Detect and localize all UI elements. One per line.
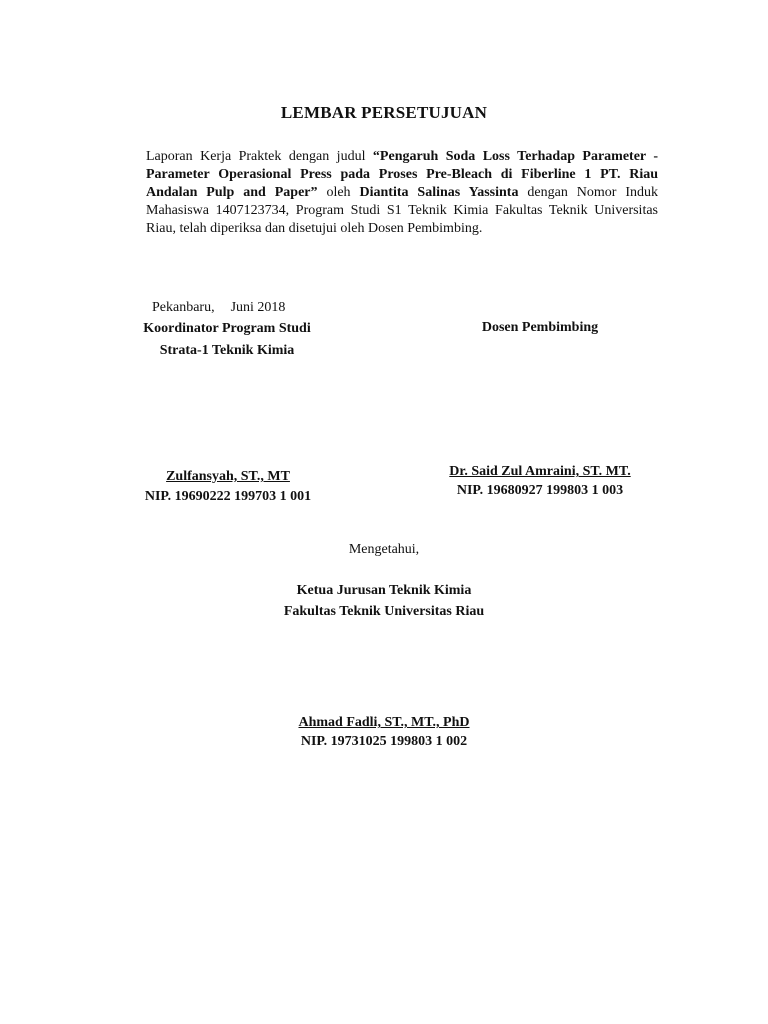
supervisor-nip: NIP. 19680927 199803 1 003	[456, 483, 624, 498]
coordinator-role-line1: Koordinator Program Studi	[143, 321, 311, 336]
head-name: Ahmad Fadli, ST., MT., PhD	[298, 715, 470, 730]
student-name: Diantita Salinas Yassinta	[359, 185, 519, 200]
head-of-department-role	[0, 580, 768, 622]
supervisor-signature	[420, 462, 660, 500]
supervisor-role: Dosen Pembimbing	[481, 320, 599, 335]
acknowledgement-label: Mengetahui,	[348, 542, 420, 557]
place-date	[152, 298, 285, 318]
head-signature	[0, 713, 768, 751]
head-role-line2: Fakultas Teknik Universitas Riau	[283, 604, 485, 619]
intro-text-1: Laporan Kerja Praktek dengan judul	[146, 149, 373, 164]
report-title: “Pengaruh Soda Loss Terhadap Parameter - Parameter Operasional Press pada Proses Pre-Bleach di Fiberline 1 PT. Riau Andalan Pulp and Paper”	[146, 149, 658, 200]
intro-text-3: dengan Nomor Induk Mahasiswa 1407123734, Program Studi S1 Teknik Kimia Fakultas Teknik Universitas Riau, telah diperiksa dan disetujui oleh Dosen Pembimbing.	[146, 185, 659, 236]
coordinator-signature	[118, 467, 338, 507]
page-title: LEMBAR PERSETUJUAN	[280, 103, 488, 122]
approval-paragraph	[146, 148, 658, 238]
supervisor-name: Dr. Said Zul Amraini, ST. MT.	[449, 464, 631, 479]
head-nip: NIP. 19731025 199803 1 002	[300, 734, 468, 749]
head-role-line1: Ketua Jurusan Teknik Kimia	[296, 583, 472, 598]
coordinator-role-line2: Strata-1 Teknik Kimia	[159, 343, 295, 358]
intro-text-2: oleh	[317, 185, 360, 200]
coordinator-nip: NIP. 19690222 199703 1 001	[144, 489, 312, 504]
date-city: Pekanbaru,	[152, 300, 215, 315]
coordinator-name: Zulfansyah, ST., MT	[166, 469, 290, 484]
date-month-year: Juni 2018	[230, 300, 286, 315]
coordinator-role	[120, 318, 334, 362]
